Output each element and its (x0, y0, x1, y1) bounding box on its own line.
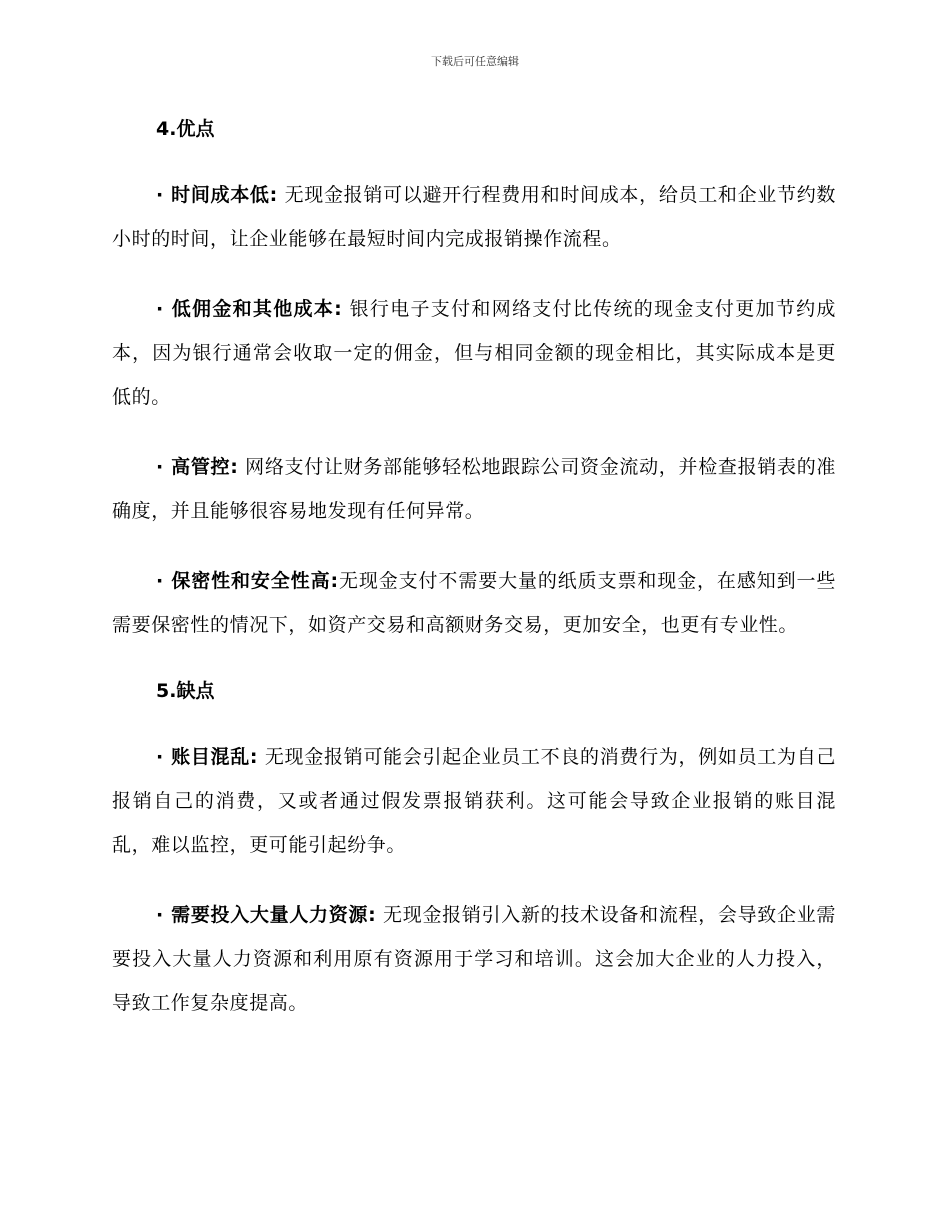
list-item (112, 287, 836, 419)
item-label: · 时间成本低: (156, 184, 278, 206)
section-heading-advantages: 4.优点 (156, 118, 215, 140)
item-label: · 账目混乱: (156, 746, 259, 768)
list-item (112, 893, 836, 1025)
item-text: 银行电子支付和网络支付比传统的现金支付更加节约成本，因为银行通常会收取一定的佣金，但与相同金额的现金相比，其实际成本是更低的。 (112, 298, 837, 408)
item-text: 无现金报销可能会引起企业员工不良的消费行为，例如员工为自己报销自己的消费，又或者通过假发票报销获利。这可能会导致企业报销的账目混乱，难以监控，更可能引起纷争。 (112, 746, 836, 856)
list-item (112, 445, 836, 533)
item-label: · 高管控: (156, 456, 239, 478)
list-item (112, 735, 836, 867)
document-body (112, 111, 836, 1051)
item-label: · 保密性和安全性高: (156, 570, 339, 592)
section-heading-disadvantages: 5.缺点 (156, 680, 215, 702)
item-label: · 低佣金和其他成本: (156, 298, 343, 320)
item-text: 网络支付让财务部能够轻松地跟踪公司资金流动，并检查报销表的准确度，并且能够很容易地发现有任何异常。 (112, 456, 836, 522)
item-text: 无现金报销引入新的技术设备和流程，会导致企业需要投入大量人力资源和利用原有资源用于学习和培训。这会加大企业的人力投入，导致工作复杂度提高。 (112, 904, 836, 1014)
list-item (112, 173, 836, 261)
list-item (112, 559, 836, 647)
page-header: 下载后可任意编辑 (431, 55, 519, 68)
item-text: 无现金支付不需要大量的纸质支票和现金，在感知到一些需要保密性的情况下，如资产交易和高额财务交易，更加安全，也更有专业性。 (112, 570, 836, 636)
item-text: 无现金报销可以避开行程费用和时间成本，给员工和企业节约数小时的时间，让企业能够在最短时间内完成报销操作流程。 (112, 184, 836, 250)
item-label: · 需要投入大量人力资源: (156, 904, 377, 926)
